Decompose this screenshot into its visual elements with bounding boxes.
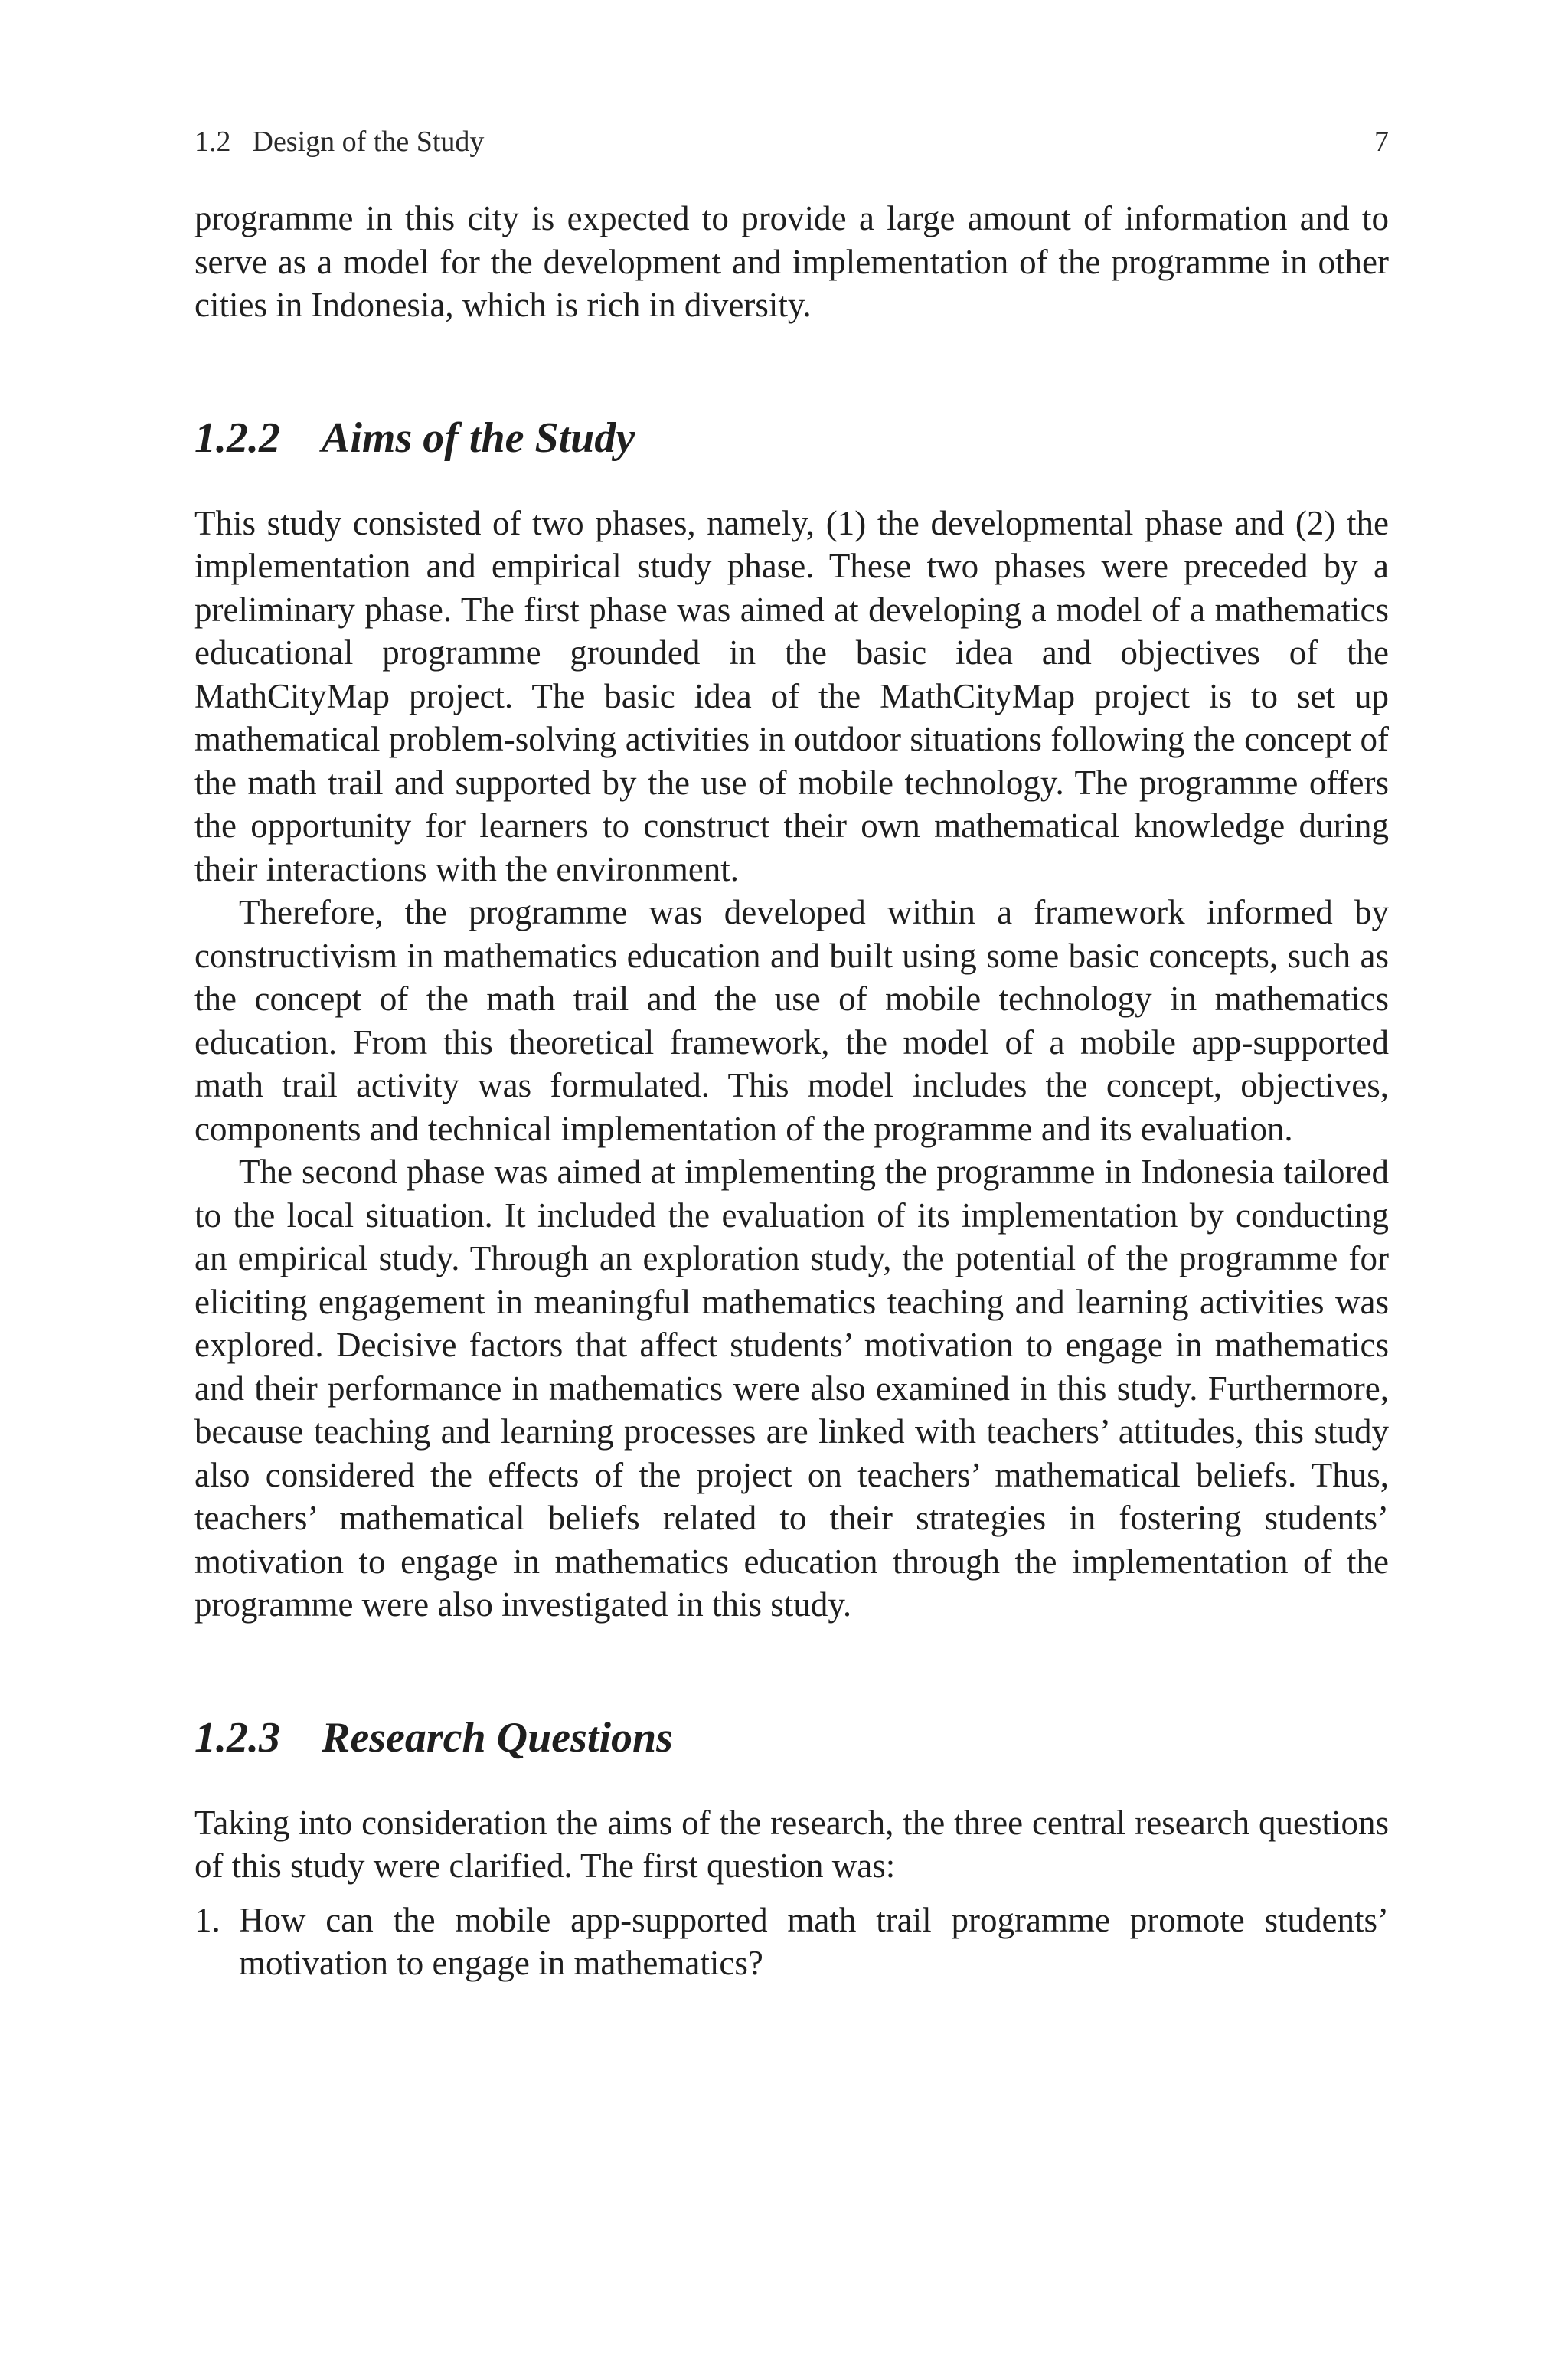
research-questions-list	[194, 1899, 1389, 1985]
question-number: 1.	[194, 1900, 220, 1939]
section-heading-questions	[194, 1711, 1389, 1765]
section-number-questions: 1.2.3	[194, 1713, 280, 1761]
section-title-questions: Research Questions	[322, 1713, 673, 1761]
section-number-aims: 1.2.2	[194, 414, 280, 462]
questions-intro: Taking into consideration the aims of the research, the three central research questions of this study were clarified. The first question was:	[194, 1803, 1389, 1885]
question-text: How can the mobile app-supported math trail programme promote students’ motivation to engage in mathematics?	[239, 1900, 1389, 1982]
page-number: 7	[1374, 126, 1389, 158]
running-header	[194, 123, 1389, 161]
section-heading-aims	[194, 411, 1389, 465]
running-header-section	[194, 123, 484, 161]
page	[194, 123, 1389, 1985]
intro-paragraph: programme in this city is expected to provide a large amount of information and to serve as a model for the development and implementation of the programme in other cities in Indonesia, which is rich in diversity.	[194, 199, 1389, 324]
header-section-number: 1.2	[194, 126, 231, 158]
aims-paragraph-1: This study consisted of two phases, namely, (1) the developmental phase and (2) the implementation and empirical study phase. These two phases were preceded by a preliminary phase. The first phase was aimed at developing a model of a mathematics educational programme grounded in the basic idea and objectives of the MathCityMap project. The basic idea of the MathCityMap project is to set up mathematical problem-solving activities in outdoor situations following the concept of the math trail and supported by the use of mobile technology. The programme offers the opportunity for learners to construct their own mathematical knowledge during their interactions with the environment.	[194, 503, 1389, 888]
list-item	[194, 1899, 1389, 1985]
aims-paragraph-2: Therefore, the programme was developed within a framework informed by constructivism in mathematics education and built using some basic concepts, such as the concept of the math trail and the use of mobile technology in mathematics education. From this theoretical framework, the model of a mobile app-supported math trail activity was formulated. This model includes the concept, objectives, components and technical implementation of the programme and its evaluation.	[194, 893, 1389, 1148]
header-section-title: Design of the Study	[252, 126, 485, 158]
aims-paragraph-3: The second phase was aimed at implementing the programme in Indonesia tailored to the local situation. It included the evaluation of its implementation by conducting an empirical study. Through an exploration study, the potential of the programme for eliciting engagement in meaningful mathematics teaching and learning activities was explored. Decisive factors that affect students’ motivation to engage in mathematics and their performance in mathematics were also examined in this study. Furthermore, because teaching and learning processes are linked with teachers’ attitudes, this study also considered the effects of the project on teachers’ mathematical beliefs. Thus, teachers’ mathematical beliefs related to their strategies in fostering students’ motivation to engage in mathematics education through the implementation of the programme were also investigated in this study.	[194, 1153, 1389, 1624]
section-title-aims: Aims of the Study	[322, 414, 635, 462]
